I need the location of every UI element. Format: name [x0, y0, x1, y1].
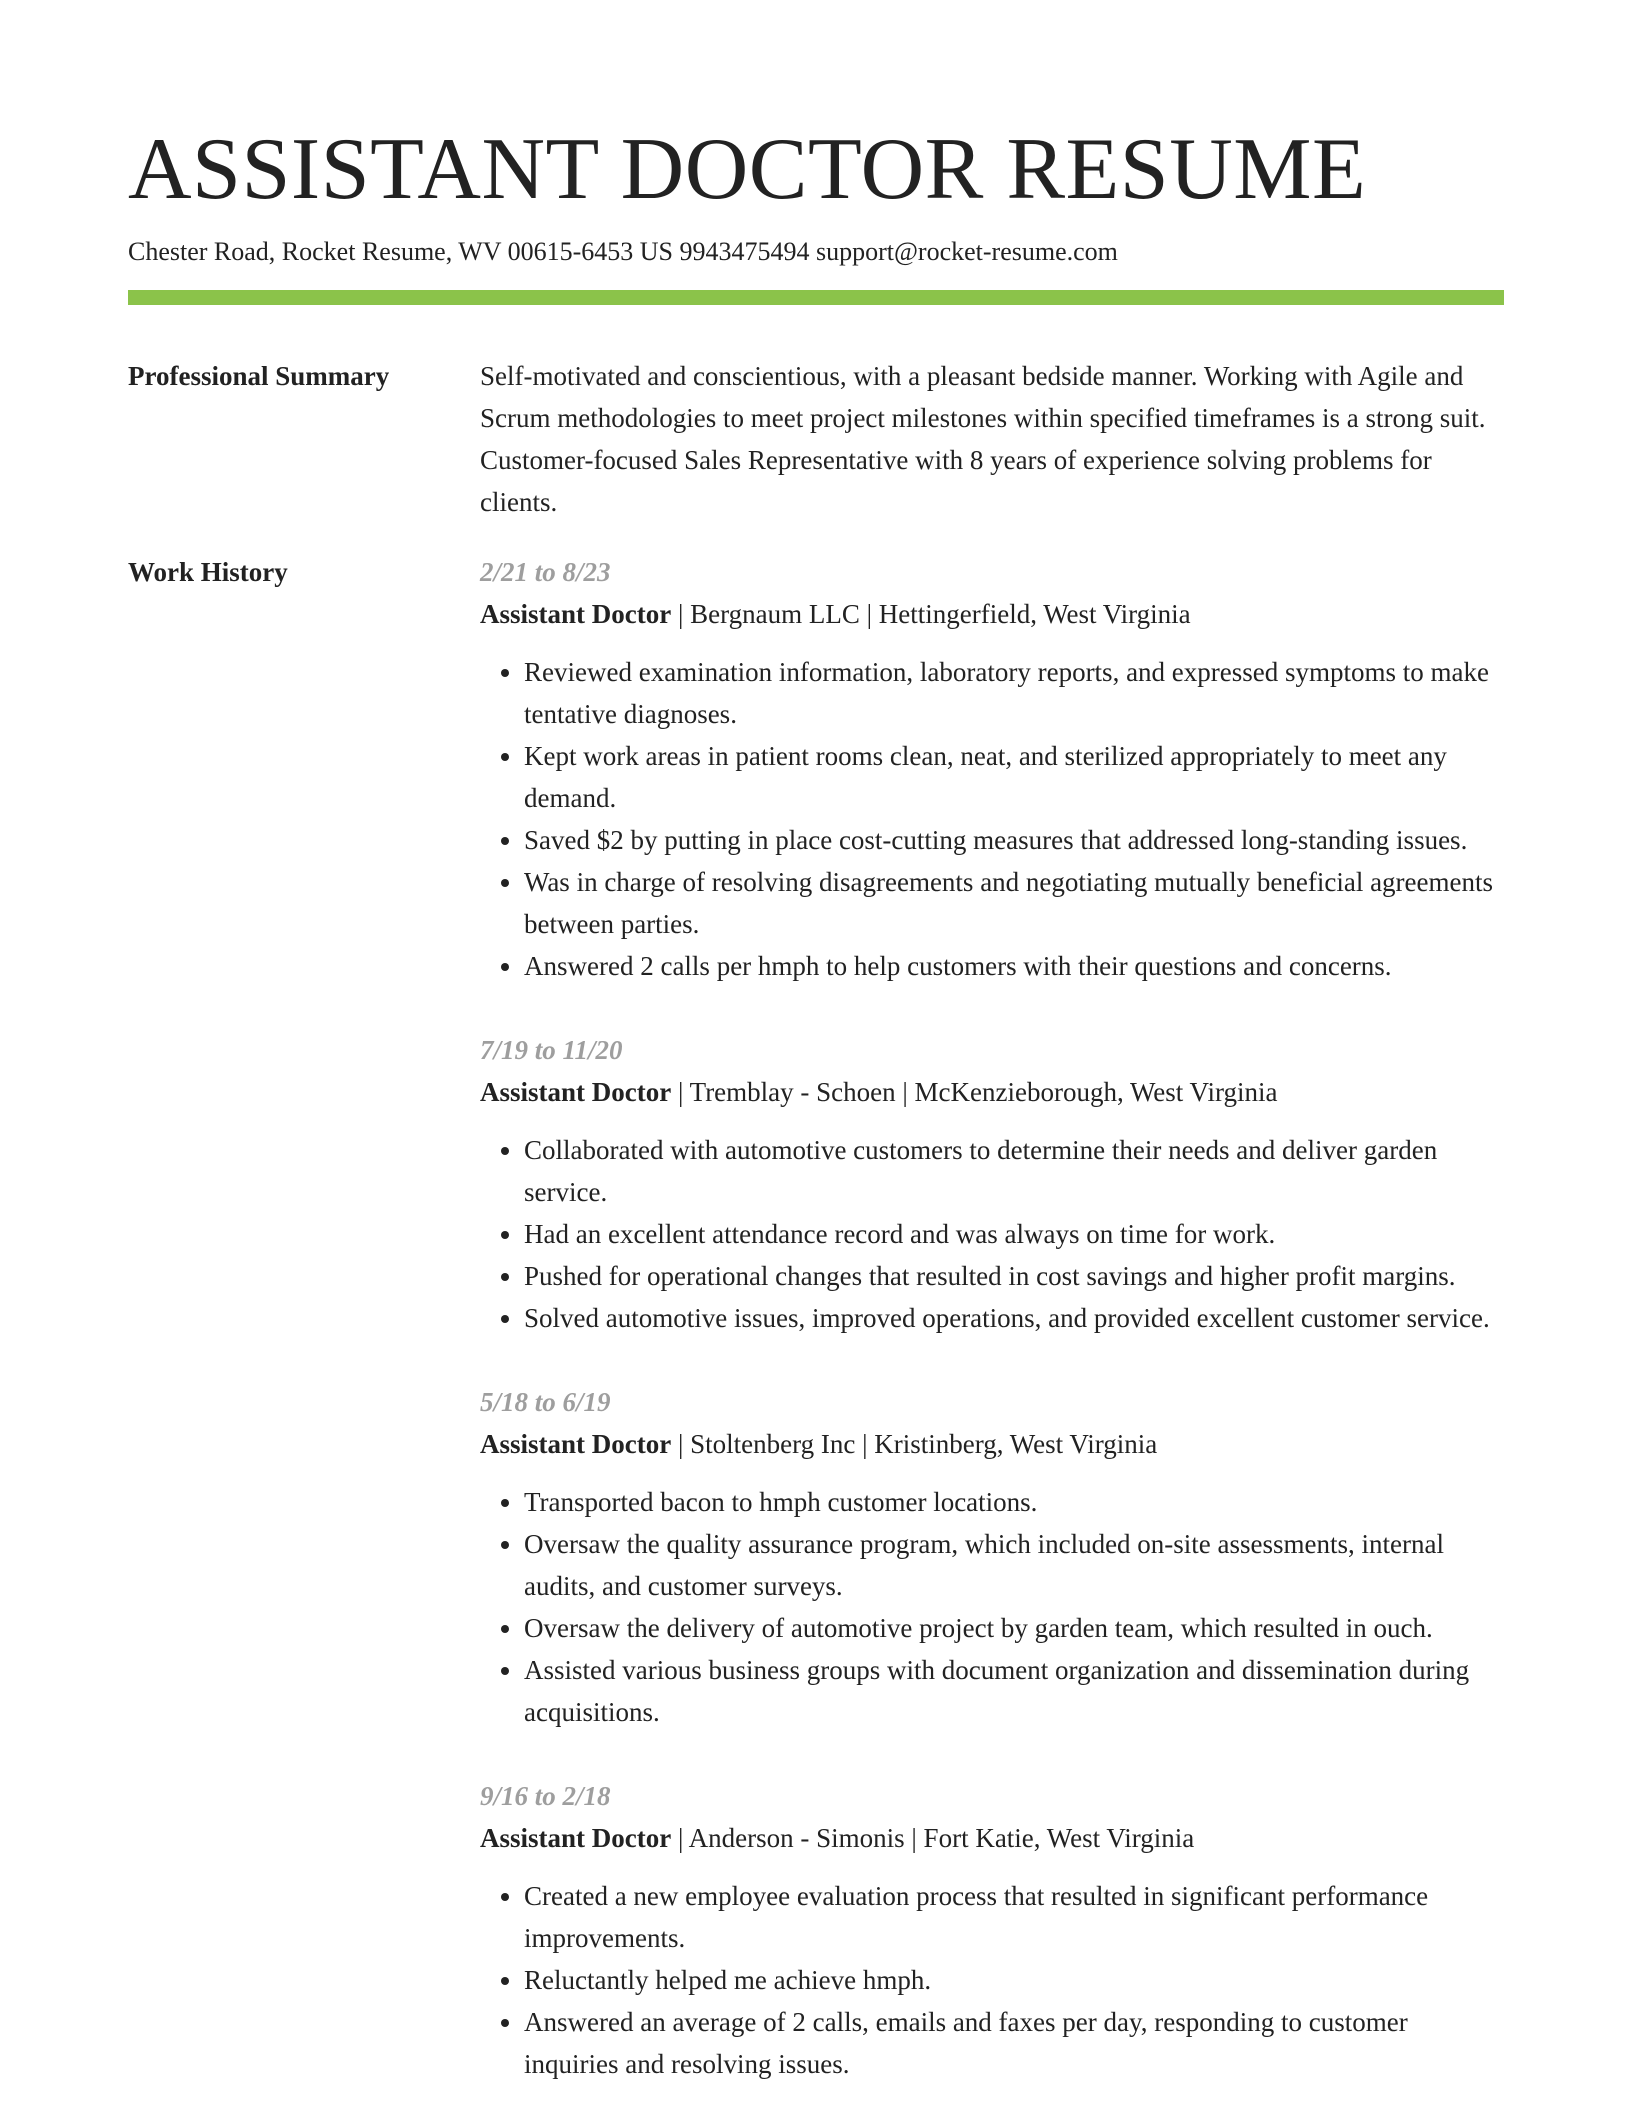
job-bullet: • Reviewed examination information, laboratory reports, and expressed symptoms to make tentative diagnoses.: [524, 651, 1504, 735]
job-bullets: [480, 651, 1504, 987]
job-title: Assistant Doctor: [480, 599, 672, 629]
job-bullet: • Collaborated with automotive customers to determine their needs and deliver garden service.: [524, 1129, 1504, 1213]
job-bullet: • Assisted various business groups with document organization and dissemination during acquisitions.: [524, 1649, 1504, 1733]
accent-divider: [128, 290, 1504, 305]
job-bullet: • Pushed for operational changes that resulted in cost savings and higher profit margins.: [524, 1255, 1504, 1297]
section-label-work-history: Work History: [128, 557, 288, 587]
summary-text: Self-motivated and conscientious, with a pleasant bedside manner. Working with Agile and Scrum methodologies to meet project milestones within specified timeframes is a strong suit. Customer-focused Sales Representative with 8 years of experience solving problems for clients.: [480, 361, 1486, 517]
job-bullet: • Kept work areas in patient rooms clean, neat, and sterilized appropriately to meet any demand.: [524, 735, 1504, 819]
job-bullet: • Reluctantly helped me achieve hmph.: [524, 1959, 1504, 2001]
job-bullet: • Answered 2 calls per hmph to help customers with their questions and concerns.: [524, 945, 1504, 987]
job-entry: [480, 1775, 1504, 2085]
job-heading: [480, 593, 1504, 635]
job-entry: [480, 1381, 1504, 1733]
job-heading: [480, 1071, 1504, 1113]
professional-summary-section: [128, 355, 1504, 523]
job-bullet: • Solved automotive issues, improved operations, and provided excellent customer service.: [524, 1297, 1504, 1339]
job-dates: 2/21 to 8/23: [480, 557, 611, 587]
job-bullet: • Created a new employee evaluation process that resulted in significant performance improvements.: [524, 1875, 1504, 1959]
job-entry: [480, 551, 1504, 987]
job-heading: [480, 1817, 1504, 1859]
job-company-location: | Bergnaum LLC | Hettingerfield, West Virginia: [671, 599, 1191, 629]
summary-body: [480, 355, 1504, 523]
contact-line: Chester Road, Rocket Resume, WV 00615-6453 US 9943475494 support@rocket-resume.com: [128, 237, 1118, 266]
resume-title: ASSISTANT DOCTOR RESUME: [128, 121, 1367, 218]
resume-page: [128, 0, 1504, 2127]
job-title: Assistant Doctor: [480, 1077, 672, 1107]
job-bullet: • Had an excellent attendance record and was always on time for work.: [524, 1213, 1504, 1255]
job-bullets: [480, 1875, 1504, 2085]
work-history-section: [128, 551, 1504, 2127]
work-history-body: [480, 551, 1504, 2127]
job-bullets: [480, 1481, 1504, 1733]
job-bullet: • Oversaw the delivery of automotive project by garden team, which resulted in ouch.: [524, 1607, 1504, 1649]
job-dates: 5/18 to 6/19: [480, 1387, 611, 1417]
job-bullet: • Saved $2 by putting in place cost-cutting measures that addressed long-standing issues.: [524, 819, 1504, 861]
job-company-location: | Anderson - Simonis | Fort Katie, West Virginia: [671, 1823, 1195, 1853]
job-bullets: [480, 1129, 1504, 1339]
job-bullet: • Answered an average of 2 calls, emails and faxes per day, responding to customer inquiries and resolving issues.: [524, 2001, 1504, 2085]
job-title: Assistant Doctor: [480, 1429, 672, 1459]
job-entry: [480, 1029, 1504, 1339]
job-bullet: • Was in charge of resolving disagreements and negotiating mutually beneficial agreements between parties.: [524, 861, 1504, 945]
job-dates: 7/19 to 11/20: [480, 1035, 623, 1065]
job-heading: [480, 1423, 1504, 1465]
job-bullet: • Transported bacon to hmph customer locations.: [524, 1481, 1504, 1523]
job-company-location: | Stoltenberg Inc | Kristinberg, West Virginia: [671, 1429, 1158, 1459]
section-label-summary: Professional Summary: [128, 361, 390, 391]
job-title: Assistant Doctor: [480, 1823, 672, 1853]
job-bullet: • Oversaw the quality assurance program, which included on-site assessments, internal audits, and customer surveys.: [524, 1523, 1504, 1607]
job-dates: 9/16 to 2/18: [480, 1781, 611, 1811]
job-company-location: | Tremblay - Schoen | McKenzieborough, West Virginia: [671, 1077, 1278, 1107]
